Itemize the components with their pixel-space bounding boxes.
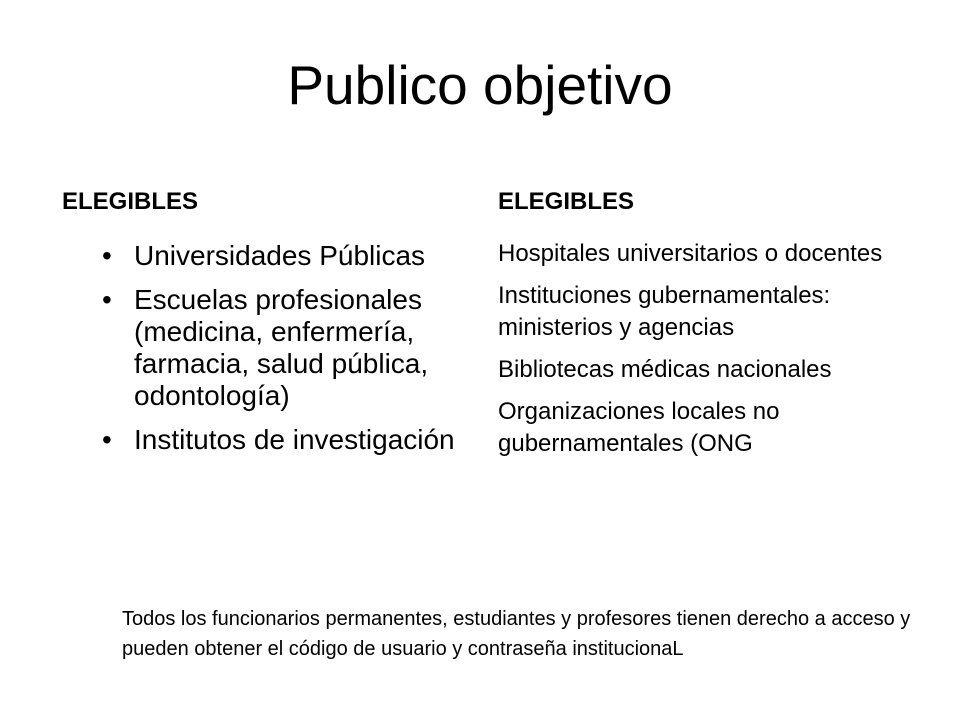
left-list-item bbox=[62, 424, 462, 456]
left-list-item-text: Universidades Públicas bbox=[134, 240, 426, 271]
bullet-icon: • bbox=[102, 424, 112, 455]
bullet-icon: • bbox=[102, 240, 112, 271]
right-list bbox=[498, 238, 898, 460]
left-column-heading: ELEGIBLES bbox=[62, 188, 199, 215]
left-column bbox=[62, 186, 462, 468]
slide-title: Publico objetivo bbox=[287, 54, 673, 116]
bullet-icon: • bbox=[102, 284, 112, 315]
left-bullet-list bbox=[62, 240, 462, 456]
right-list-item: Organizaciones locales no gubernamentales (ONG bbox=[498, 398, 780, 457]
left-list-item-text: Institutos de investigación bbox=[134, 424, 455, 455]
right-list-item: Bibliotecas médicas nacionales bbox=[498, 356, 832, 383]
right-column-heading: ELEGIBLES bbox=[498, 188, 635, 215]
right-column bbox=[498, 186, 898, 470]
left-list-item bbox=[62, 284, 462, 412]
right-list-item: Hospitales universitarios o docentes bbox=[498, 240, 883, 267]
left-list-item-text: Escuelas profesionales (medicina, enfermería, farmacia, salud pública, odontología) bbox=[134, 284, 429, 411]
right-list-item: Instituciones gubernamentales: ministerios y agencias bbox=[498, 282, 831, 341]
footnote: Todos los funcionarios permanentes, estudiantes y profesores tienen derecho a acceso y pueden obtener el código de usuario y contraseña institucionaL bbox=[122, 608, 911, 660]
left-list-item bbox=[62, 240, 462, 272]
